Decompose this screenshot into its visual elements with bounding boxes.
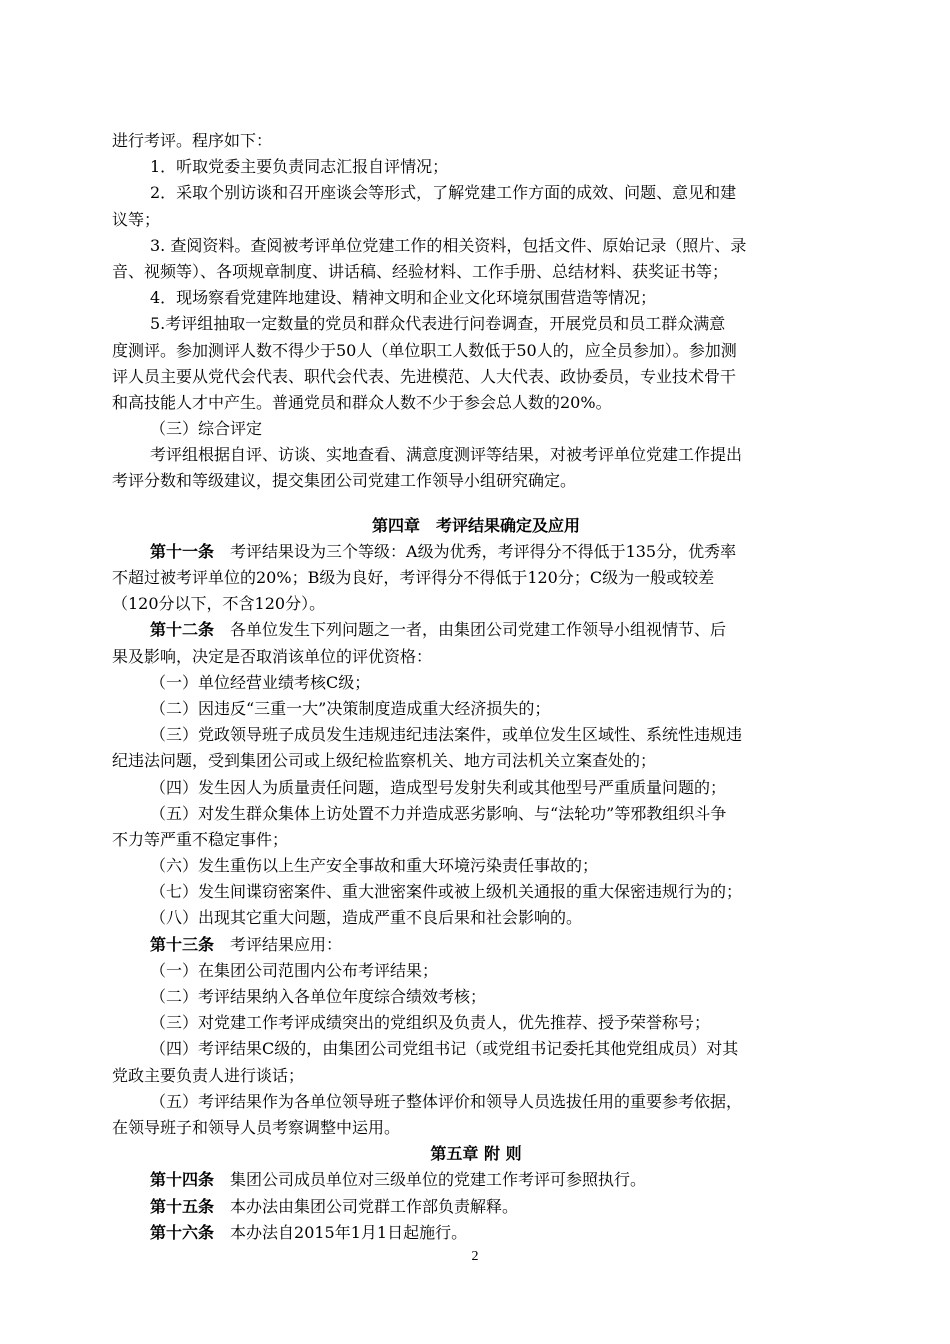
- article-15-line: [112, 1194, 840, 1220]
- paragraph-line: 议等；: [112, 209, 161, 229]
- article-11-label: 第十一条: [150, 541, 215, 561]
- paragraph-line: 考评分数和等级建议，提交集团公司党建工作领导小组研究确定。: [112, 471, 577, 491]
- chapter-5-title: 第五章 附 则: [430, 1144, 522, 1164]
- paragraph-line: 进行考评。程序如下：: [112, 131, 273, 150]
- list-item: （二）因违反“三重一大”决策制度造成重大经济损失的；: [150, 698, 551, 718]
- subsection-heading: （三）综合评定: [150, 419, 263, 439]
- paragraph-line: 1．听取党委主要负责同志汇报自评情况；: [150, 157, 449, 177]
- paragraph-line: 4．现场察看党建阵地建设、精神文明和企业文化环境氛围营造等情况；: [150, 288, 657, 308]
- list-item: （五）考评结果作为各单位领导班子整体评价和领导人员选拔任用的重要参考依据，: [150, 1091, 743, 1111]
- article-16-text: 本办法自2015年1月1日起施行。: [214, 1222, 468, 1242]
- paragraph-line: 音、视频等）、各项规章制度、讲话稿、经验材料、工作手册、总结材料、获奖证书等；: [112, 261, 729, 281]
- article-13-text: 考评结果应用：: [214, 934, 343, 954]
- paragraph-line: 3. 查阅资料。查阅被考评单位党建工作的相关资料，包括文件、原始记录（照片、录: [150, 235, 747, 255]
- list-item: （四）发生因人为质量责任问题，造成型号发射失利或其他型号严重质量问题的；: [150, 777, 727, 797]
- page-number: 2: [471, 1249, 479, 1264]
- list-item: （三）对党建工作考评成绩突出的党组织及负责人，优先推荐、授予荣誉称号；: [150, 1013, 711, 1033]
- spacer: [112, 495, 840, 513]
- chapter-4-title: 第四章 考评结果确定及应用: [371, 515, 580, 535]
- list-item: （三）党政领导班子成员发生违规违纪违法案件，或单位发生区域性、系统性违规违: [150, 725, 743, 745]
- list-item: （八）出现其它重大问题，造成严重不良后果和社会影响的。: [150, 908, 583, 928]
- paragraph-line: 5.考评组抽取一定数量的党员和群众代表进行问卷调查，开展党员和员工群众满意: [150, 314, 726, 334]
- paragraph-line: 和高技能人才中产生。普通党员和群众人数不少于参会总人数的20%。: [112, 392, 612, 412]
- list-item: （四）考评结果C级的，由集团公司党组书记（或党组书记委托其他党组成员）对其: [150, 1039, 739, 1059]
- paragraph-line: （120分以下，不含120分）。: [112, 594, 326, 614]
- paragraph-line: 不超过被考评单位的20%；B级为良好，考评得分不得低于120分；C级为一般或较差: [112, 568, 715, 587]
- list-item: （六）发生重伤以上生产安全事故和重大环境污染责任事故的；: [150, 856, 599, 876]
- list-item-continued: 不力等严重不稳定事件；: [112, 829, 289, 849]
- paragraph-line: 评人员主要从党代会代表、职代会代表、先进模范、人大代表、政协委员，专业技术骨干: [112, 366, 737, 386]
- article-14-text: 集团公司成员单位对三级单位的党建工作考评可参照执行。: [214, 1170, 647, 1190]
- article-16-label: 第十六条: [150, 1222, 215, 1242]
- article-15-text: 本办法由集团公司党群工作部负责解释。: [214, 1196, 519, 1216]
- list-item-continued: 党政主要负责人进行谈话；: [112, 1065, 305, 1085]
- list-item: （五）对发生群众集体上访处置不力并造成恶劣影响、与“法轮功”等邪教组织斗争: [150, 803, 727, 823]
- list-item: （二）考评结果纳入各单位年度综合绩效考核；: [150, 987, 487, 1006]
- article-13-line: [112, 932, 840, 958]
- list-item-continued: 在领导班子和领导人员考察调整中运用。: [112, 1117, 401, 1137]
- list-item: （一）单位经营业绩考核C级；: [150, 672, 371, 692]
- article-12-line: [112, 617, 840, 643]
- document-page: [112, 128, 840, 1246]
- paragraph-line: 考评组根据自评、访谈、实地查看、满意度测评等结果，对被考评单位党建工作提出: [150, 445, 743, 465]
- article-12-text: 各单位发生下列问题之一者，由集团公司党建工作领导小组视情节、后: [214, 620, 727, 640]
- article-14-line: [112, 1167, 840, 1193]
- list-item: （一）在集团公司范围内公布考评结果；: [150, 960, 439, 980]
- paragraph-line: 2．采取个别访谈和召开座谈会等形式，了解党建工作方面的成效、问题、意见和建: [150, 183, 737, 203]
- article-11-text: 考评结果设为三个等级：A级为优秀，考评得分不得低于135分，优秀率: [214, 541, 737, 561]
- article-13-label: 第十三条: [150, 934, 215, 954]
- article-15-label: 第十五条: [150, 1196, 215, 1216]
- article-11-line: [112, 539, 840, 565]
- paragraph-line: 度测评。参加测评人数不得少于50人（单位职工人数低于50人的，应全员参加）。参加测: [112, 340, 737, 360]
- paragraph-line: 果及影响，决定是否取消该单位的评优资格：: [112, 646, 433, 666]
- article-14-label: 第十四条: [150, 1170, 215, 1190]
- article-16-line: [112, 1220, 840, 1246]
- article-12-label: 第十二条: [150, 620, 215, 640]
- list-item: （七）发生间谍窃密案件、重大泄密案件或被上级机关通报的重大保密违规行为的；: [150, 882, 743, 902]
- list-item-continued: 纪违法问题，受到集团公司或上级纪检监察机关、地方司法机关立案查处的；: [112, 751, 657, 771]
